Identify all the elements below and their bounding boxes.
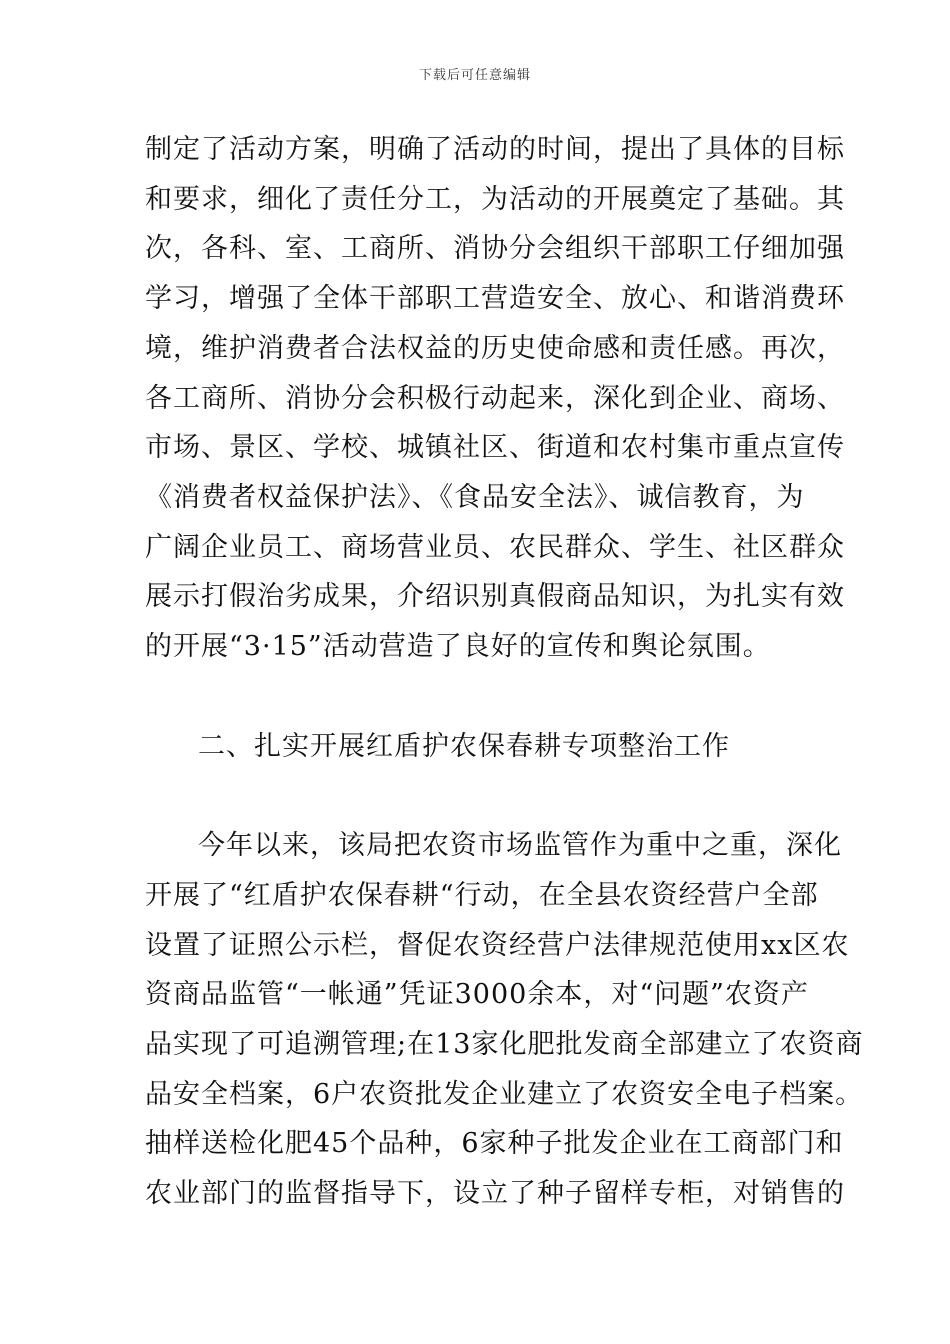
text-line: 抽样送检化肥45个品种，6家种子批发企业在工商部门和 — [145, 1128, 844, 1159]
text-line: 和要求，细化了责任分工，为活动的开展奠定了基础。其 — [145, 184, 845, 215]
text-line: 市场、景区、学校、城镇社区、街道和农村集市重点宣传 — [145, 432, 845, 463]
text-line: 农业部门的监督指导下，设立了种子留样专柜，对销售的 — [145, 1178, 845, 1209]
text-line: 设置了证照公示栏，督促农资经营户法律规范使用xx区农 — [145, 930, 850, 961]
text-line: 的开展“3·15”活动营造了良好的宣传和舆论氛围。 — [145, 631, 771, 662]
page-header: 下载后可任意编辑 — [418, 68, 531, 83]
text-line: 次，各科、室、工商所、消协分会组织干部职工仔细加强 — [145, 233, 845, 264]
text-line: 《消费者权益保护法》、《食品安全法》、诚信教育，为 — [145, 482, 805, 513]
text-line: 今年以来，该局把农资市场监管作为重中之重，深化 — [198, 830, 842, 861]
text-line: 境，维护消费者合法权益的历史使命感和责任感。再次， — [145, 333, 845, 364]
text-line: 制定了活动方案，明确了活动的时间，提出了具体的目标 — [145, 134, 845, 165]
text-line: 品安全档案，6户农资批发企业建立了农资安全电子档案。 — [145, 1079, 864, 1110]
heading-line: 二、扎实开展红盾护农保春耕专项整治工作 — [198, 731, 730, 762]
text-line: 展示打假治劣成果，介绍识别真假商品知识，为扎实有效 — [145, 581, 845, 612]
text-line: 广阔企业员工、商场营业员、农民群众、学生、社区群众 — [145, 532, 845, 563]
text-line: 开展了“红盾护农保春耕“行动，在全县农资经营户全部 — [145, 880, 819, 911]
text-line: 品实现了可追溯管理;在13家化肥批发商全部建立了农资商 — [145, 1029, 864, 1060]
text-line: 资商品监管“一帐通”凭证3000余本，对“问题”农资产 — [145, 979, 809, 1010]
text-line: 各工商所、消协分会积极行动起来，深化到企业、商场、 — [145, 383, 845, 414]
text-line: 学习，增强了全体干部职工营造安全、放心、和谐消费环 — [145, 283, 845, 314]
